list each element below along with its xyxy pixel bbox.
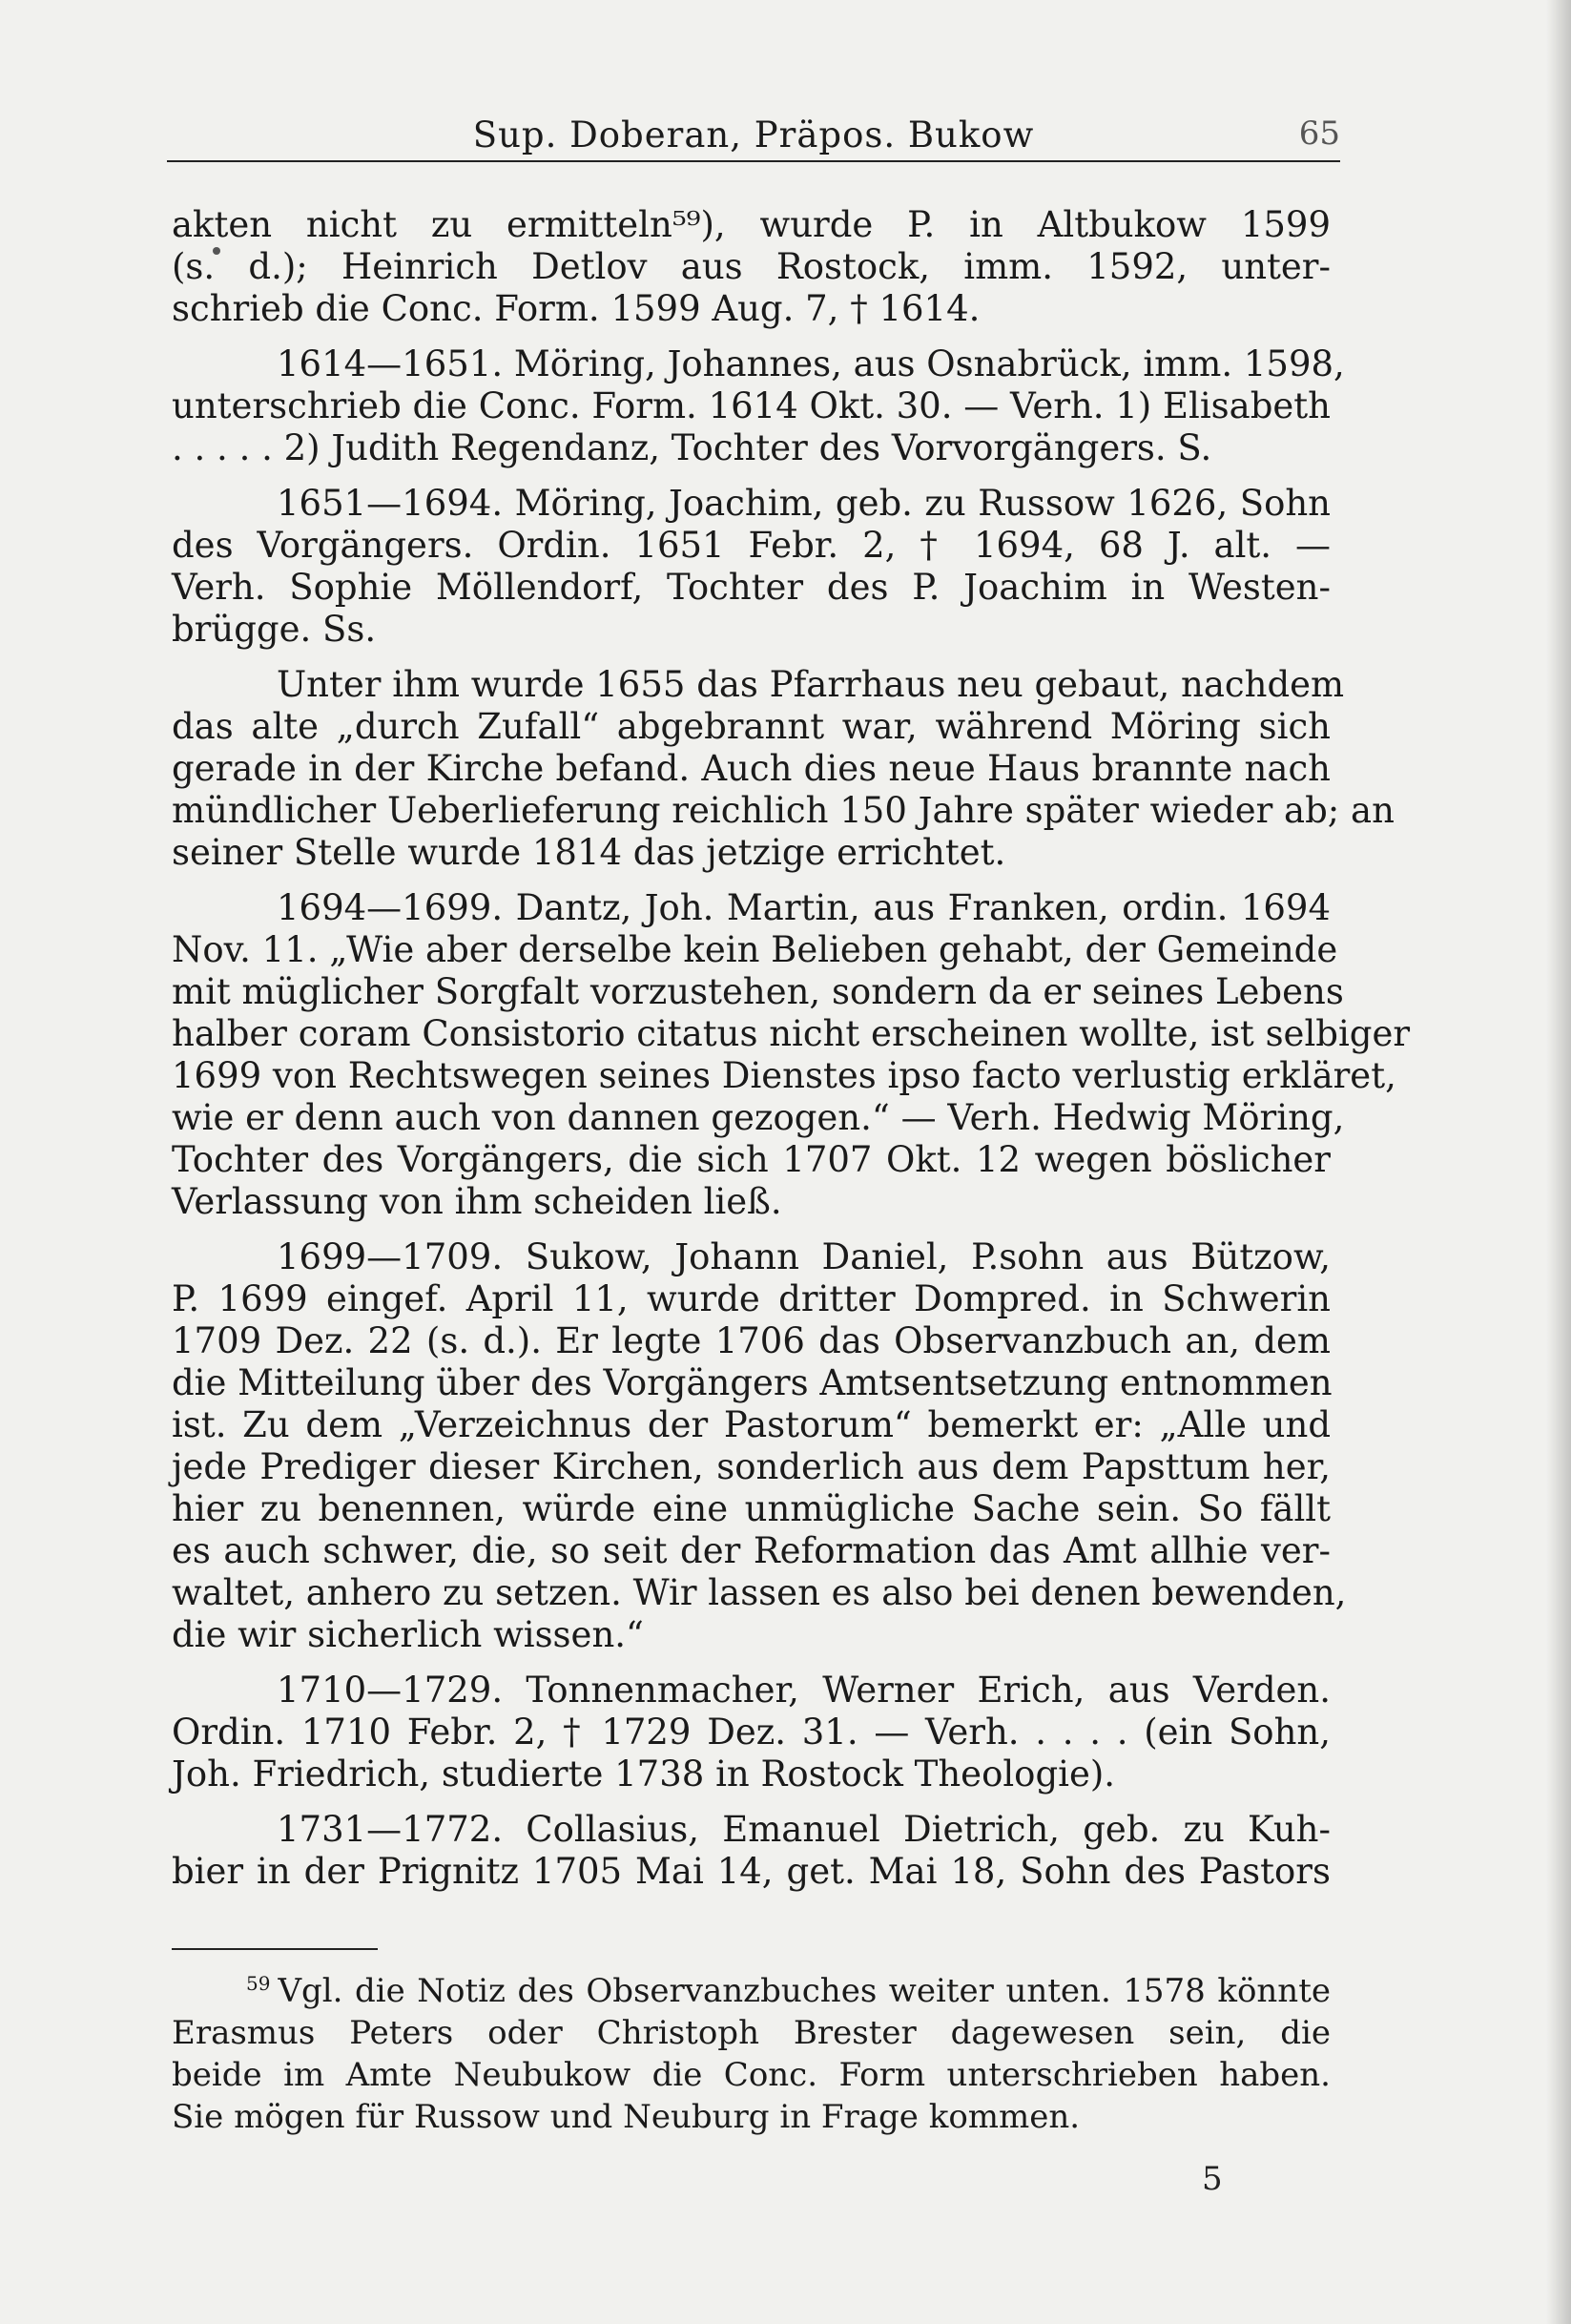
paragraph: [172, 664, 1395, 874]
text-line: es auch schwer, die, so seit der Reformation das Amt allhie ver-: [172, 1530, 1331, 1571]
text-line: 1694—1699. Dantz, Joh. Martin, aus Franken, ordin. 1694: [277, 887, 1331, 928]
text-line: 1709 Dez. 22 (s. d.). Er legte 1706 das Observanzbuch an, dem: [172, 1320, 1331, 1361]
text-line: 1731—1772. Collasius, Emanuel Dietrich, geb. zu Kuh-: [277, 1809, 1331, 1850]
text-line: . . . . . 2) Judith Regendanz, Tochter des Vorvorgängers. S.: [172, 427, 1212, 468]
footnote-text: Vgl. die Notiz des Observanzbuches weiter unten. 1578 könnte: [278, 1972, 1331, 2010]
text-line: Verh. Sophie Möllendorf, Tochter des P. Joachim in Westen-: [172, 567, 1331, 608]
text-line: brügge. Ss.: [172, 609, 377, 650]
text-line: 1699—1709. Sukow, Johann Daniel, P.sohn aus Bützow,: [277, 1236, 1331, 1277]
text-line: halber coram Consistorio citatus nicht erscheinen wollte, ist selbiger: [172, 1013, 1411, 1054]
text-line: Joh. Friedrich, studierte 1738 in Rostock Theologie).: [172, 1753, 1116, 1795]
text-line: 1699 von Rechtswegen seines Dienstes ipso facto verlustig erkläret,: [172, 1055, 1396, 1096]
text-line: die Mitteilung über des Vorgängers Amtsentsetzung entnommen: [172, 1362, 1333, 1403]
text-line: waltet, anhero zu setzen. Wir lassen es also bei denen bewenden,: [172, 1572, 1347, 1613]
text-line: des Vorgängers. Ordin. 1651 Febr. 2, † 1694, 68 J. alt. —: [172, 525, 1331, 566]
page-header: [167, 114, 1340, 162]
text-line: Unter ihm wurde 1655 das Pfarrhaus neu gebaut, nachdem: [277, 664, 1345, 705]
paragraph: [172, 887, 1411, 1223]
footnote-rule: [172, 1948, 378, 1950]
text-line: das alte „durch Zufall“ abgebrannt war, während Möring sich: [172, 706, 1331, 747]
text-line: 1651—1694. Möring, Joachim, geb. zu Russow 1626, Sohn: [277, 483, 1331, 524]
text-line: 1710—1729. Tonnenmacher, Werner Erich, aus Verden.: [277, 1670, 1331, 1711]
main-text: [172, 204, 1411, 1906]
text-line: jede Prediger dieser Kirchen, sonderlich aus dem Papsttum her,: [172, 1446, 1331, 1487]
text-line: hier zu benennen, würde eine unmügliche Sache sein. So fällt: [172, 1488, 1331, 1529]
paragraph: [172, 1670, 1331, 1795]
paragraph: [172, 343, 1345, 469]
paragraph: [172, 1236, 1347, 1656]
text-line: unterschrieb die Conc. Form. 1614 Okt. 30. — Verh. 1) Elisabeth: [172, 385, 1332, 426]
paragraph: [172, 1809, 1331, 1893]
text-line: (s. d.); Heinrich Detlov aus Rostock, imm. 1592, unter-: [172, 246, 1331, 287]
text-line: Tochter des Vorgängers, die sich 1707 Okt. 12 wegen böslicher: [172, 1139, 1331, 1180]
paragraph: [172, 483, 1331, 651]
footnote-line: beide im Amte Neubukow die Conc. Form unterschrieben haben.: [172, 2056, 1331, 2094]
footnote-mark: 59: [246, 1972, 271, 1995]
page-number: 65: [1298, 114, 1340, 153]
paragraph: [172, 204, 1331, 330]
footnote: [172, 1970, 1331, 2138]
footnote-line: [172, 1970, 1331, 2012]
text-line: wie er denn auch von dannen gezogen.“ — Verh. Hedwig Möring,: [172, 1097, 1345, 1138]
text-line: schrieb die Conc. Form. 1599 Aug. 7, † 1614.: [172, 288, 981, 329]
text-line: mit müglicher Sorgfalt vorzustehen, sondern da er seines Lebens: [172, 971, 1344, 1012]
text-line: mündlicher Ueberlieferung reichlich 150 Jahre später wieder ab; an: [172, 790, 1395, 831]
text-line: akten nicht zu ermitteln⁵⁹), wurde P. in Altbukow 1599: [172, 204, 1331, 245]
text-line: 1614—1651. Möring, Johannes, aus Osnabrück, imm. 1598,: [277, 343, 1345, 384]
text-line: P. 1699 eingef. April 11, wurde dritter Dompred. in Schwerin: [172, 1278, 1331, 1319]
text-line: seiner Stelle wurde 1814 das jetzige errichtet.: [172, 832, 1006, 873]
running-head: Sup. Doberan, Präpos. Bukow: [472, 114, 1035, 156]
text-line: ist. Zu dem „Verzeichnus der Pastorum“ bemerkt er: „Alle und: [172, 1404, 1331, 1445]
sheet-signature: 5: [1202, 2160, 1223, 2198]
text-line: Nov. 11. „Wie aber derselbe kein Belieben gehabt, der Gemeinde: [172, 929, 1338, 970]
text-line: Ordin. 1710 Febr. 2, † 1729 Dez. 31. — Verh. . . . . (ein Sohn,: [172, 1712, 1331, 1753]
text-line: Verlassung von ihm scheiden ließ.: [172, 1181, 782, 1222]
footnote-line: Sie mögen für Russow und Neuburg in Frage kommen.: [172, 2098, 1081, 2136]
text-line: bier in der Prignitz 1705 Mai 14, get. Mai 18, Sohn des Pastors: [172, 1851, 1331, 1892]
text-line: die wir sicherlich wissen.“: [172, 1614, 644, 1655]
text-line: gerade in der Kirche befand. Auch dies neue Haus brannte nach: [172, 748, 1331, 789]
footnote-line: Erasmus Peters oder Christoph Brester dagewesen sein, die: [172, 2014, 1331, 2052]
